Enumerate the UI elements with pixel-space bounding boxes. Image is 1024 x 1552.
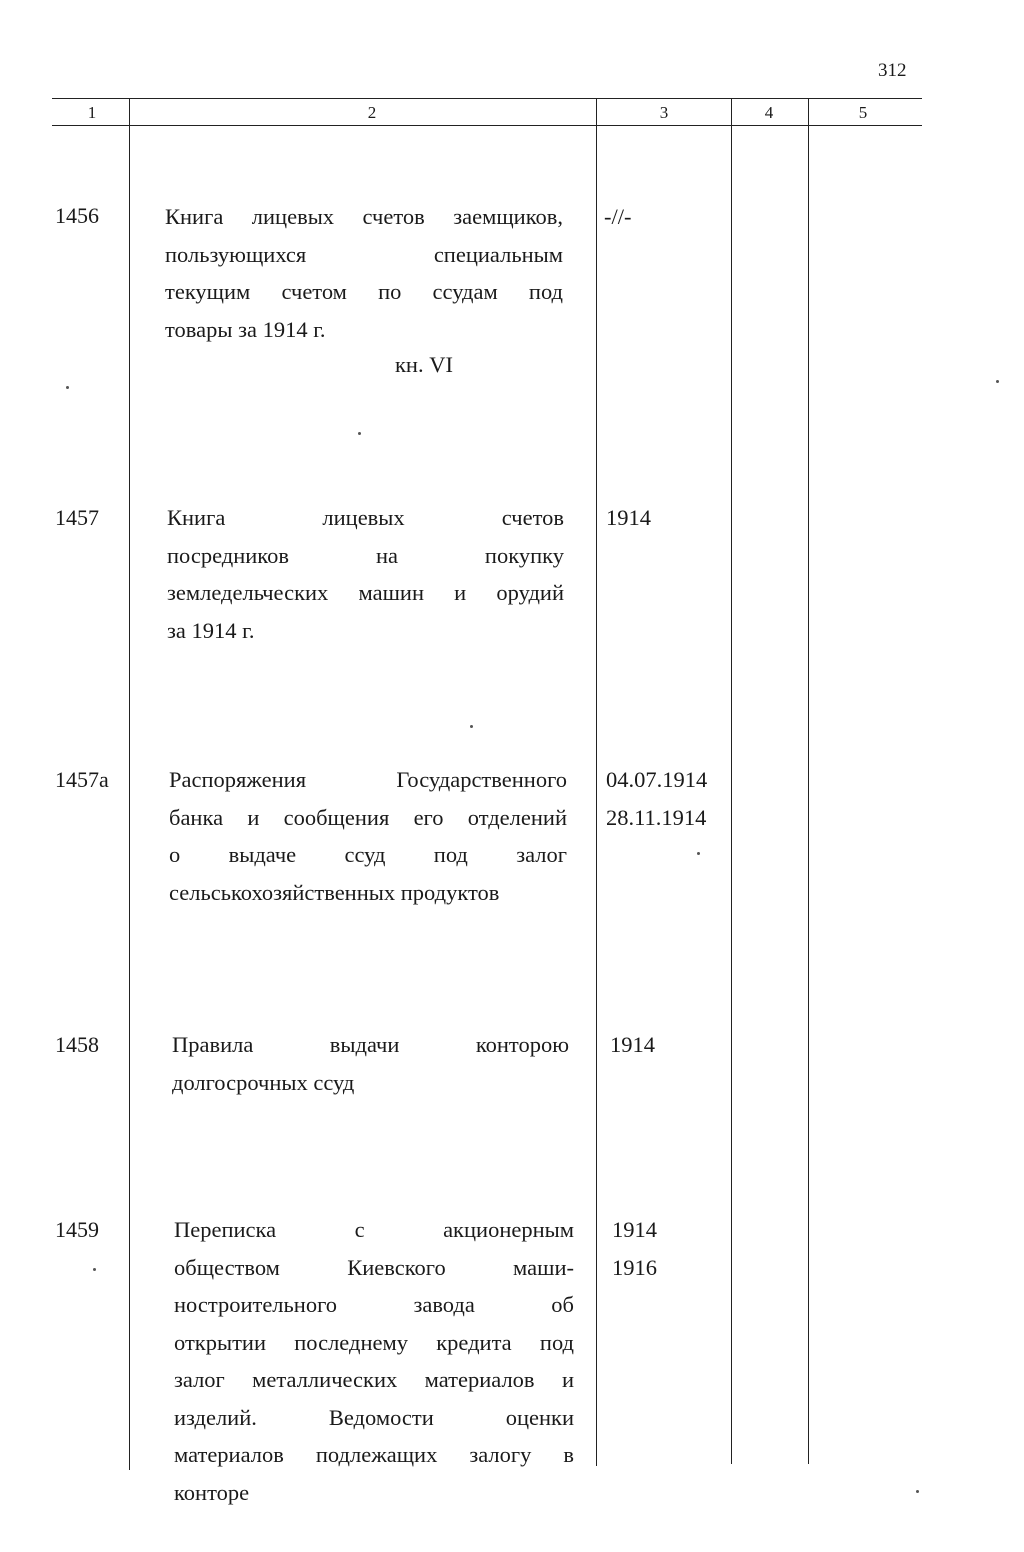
date-value: 1914 bbox=[606, 505, 651, 530]
entry-note: кн. VI bbox=[395, 352, 453, 377]
date-value: 1914 bbox=[612, 1217, 657, 1242]
description-line: Книга лицевых счетов заемщиков, bbox=[165, 204, 563, 229]
scan-speck bbox=[916, 1490, 919, 1493]
description-line: за 1914 г. bbox=[167, 617, 255, 643]
column-header-3: 3 bbox=[659, 103, 669, 122]
entry-dates bbox=[606, 499, 651, 537]
column-divider-2 bbox=[596, 98, 597, 1466]
description-line: долгосрочных ссуд bbox=[172, 1069, 355, 1095]
description-line: Книга лицевых счетов bbox=[167, 505, 564, 530]
description-line: конторе bbox=[174, 1479, 250, 1505]
entry-description bbox=[172, 1026, 569, 1101]
column-divider-3 bbox=[731, 98, 732, 1464]
page-number: 312 bbox=[878, 60, 907, 81]
description-line: залог металлических материалов и bbox=[174, 1367, 574, 1392]
entry-number: 1459 bbox=[55, 1217, 99, 1242]
description-line: открытии последнему кредита под bbox=[174, 1329, 574, 1355]
column-header-4: 4 bbox=[764, 103, 774, 122]
description-line: Распоряжения Государственного bbox=[169, 767, 567, 792]
entry-number: 1458 bbox=[55, 1032, 99, 1057]
date-value: 1914 bbox=[610, 1032, 655, 1057]
description-line: банка и сообщения его отделений bbox=[169, 804, 567, 830]
description-line: ностроительного завода об bbox=[174, 1292, 574, 1317]
description-line: посредников на покупку bbox=[167, 542, 564, 568]
date-value: 28.11.1914 bbox=[606, 804, 707, 830]
entry-description bbox=[167, 499, 564, 649]
entry-dates bbox=[604, 198, 632, 236]
entry-description bbox=[169, 761, 567, 911]
entry-number: 1456 bbox=[55, 203, 99, 228]
description-line: о выдаче ссуд под залог bbox=[169, 842, 567, 867]
header-bottom-rule bbox=[52, 125, 922, 126]
scan-speck bbox=[470, 725, 473, 728]
description-line: изделий. Ведомости оценки bbox=[174, 1404, 574, 1430]
description-line: материалов подлежащих залогу в bbox=[174, 1442, 574, 1467]
scan-speck bbox=[93, 1268, 96, 1271]
scan-speck bbox=[358, 432, 361, 435]
description-line: Правила выдачи конторою bbox=[172, 1032, 569, 1057]
scan-speck bbox=[66, 386, 69, 389]
entry-dates bbox=[610, 1026, 655, 1064]
column-divider-4 bbox=[808, 98, 809, 1464]
description-line: земледельческих машин и орудий bbox=[167, 580, 564, 605]
description-line: обществом Киевского маши- bbox=[174, 1254, 574, 1280]
column-header-1: 1 bbox=[87, 103, 97, 122]
description-line: Переписка с акционерным bbox=[174, 1217, 574, 1242]
column-header-5: 5 bbox=[858, 103, 868, 122]
date-value: 04.07.1914 bbox=[606, 767, 708, 792]
entry-dates bbox=[606, 761, 707, 836]
description-line: сельськохозяйственных продуктов bbox=[169, 879, 500, 905]
column-header-2: 2 bbox=[367, 103, 377, 122]
description-line: текущим счетом по ссудам под bbox=[165, 279, 563, 304]
entry-number: 1457а bbox=[55, 767, 109, 792]
date-value: -//- bbox=[604, 204, 632, 229]
entry-number: 1457 bbox=[55, 505, 99, 530]
entry-description bbox=[174, 1211, 574, 1511]
entry-dates bbox=[612, 1211, 657, 1286]
description-line: пользующихся специальным bbox=[165, 241, 563, 267]
column-divider-1 bbox=[129, 98, 130, 1470]
date-value: 1916 bbox=[612, 1254, 657, 1280]
scan-speck bbox=[996, 380, 999, 383]
header-top-rule bbox=[52, 98, 922, 99]
entry-description bbox=[165, 198, 563, 348]
description-line: товары за 1914 г. bbox=[165, 316, 326, 342]
scan-speck bbox=[697, 852, 700, 855]
